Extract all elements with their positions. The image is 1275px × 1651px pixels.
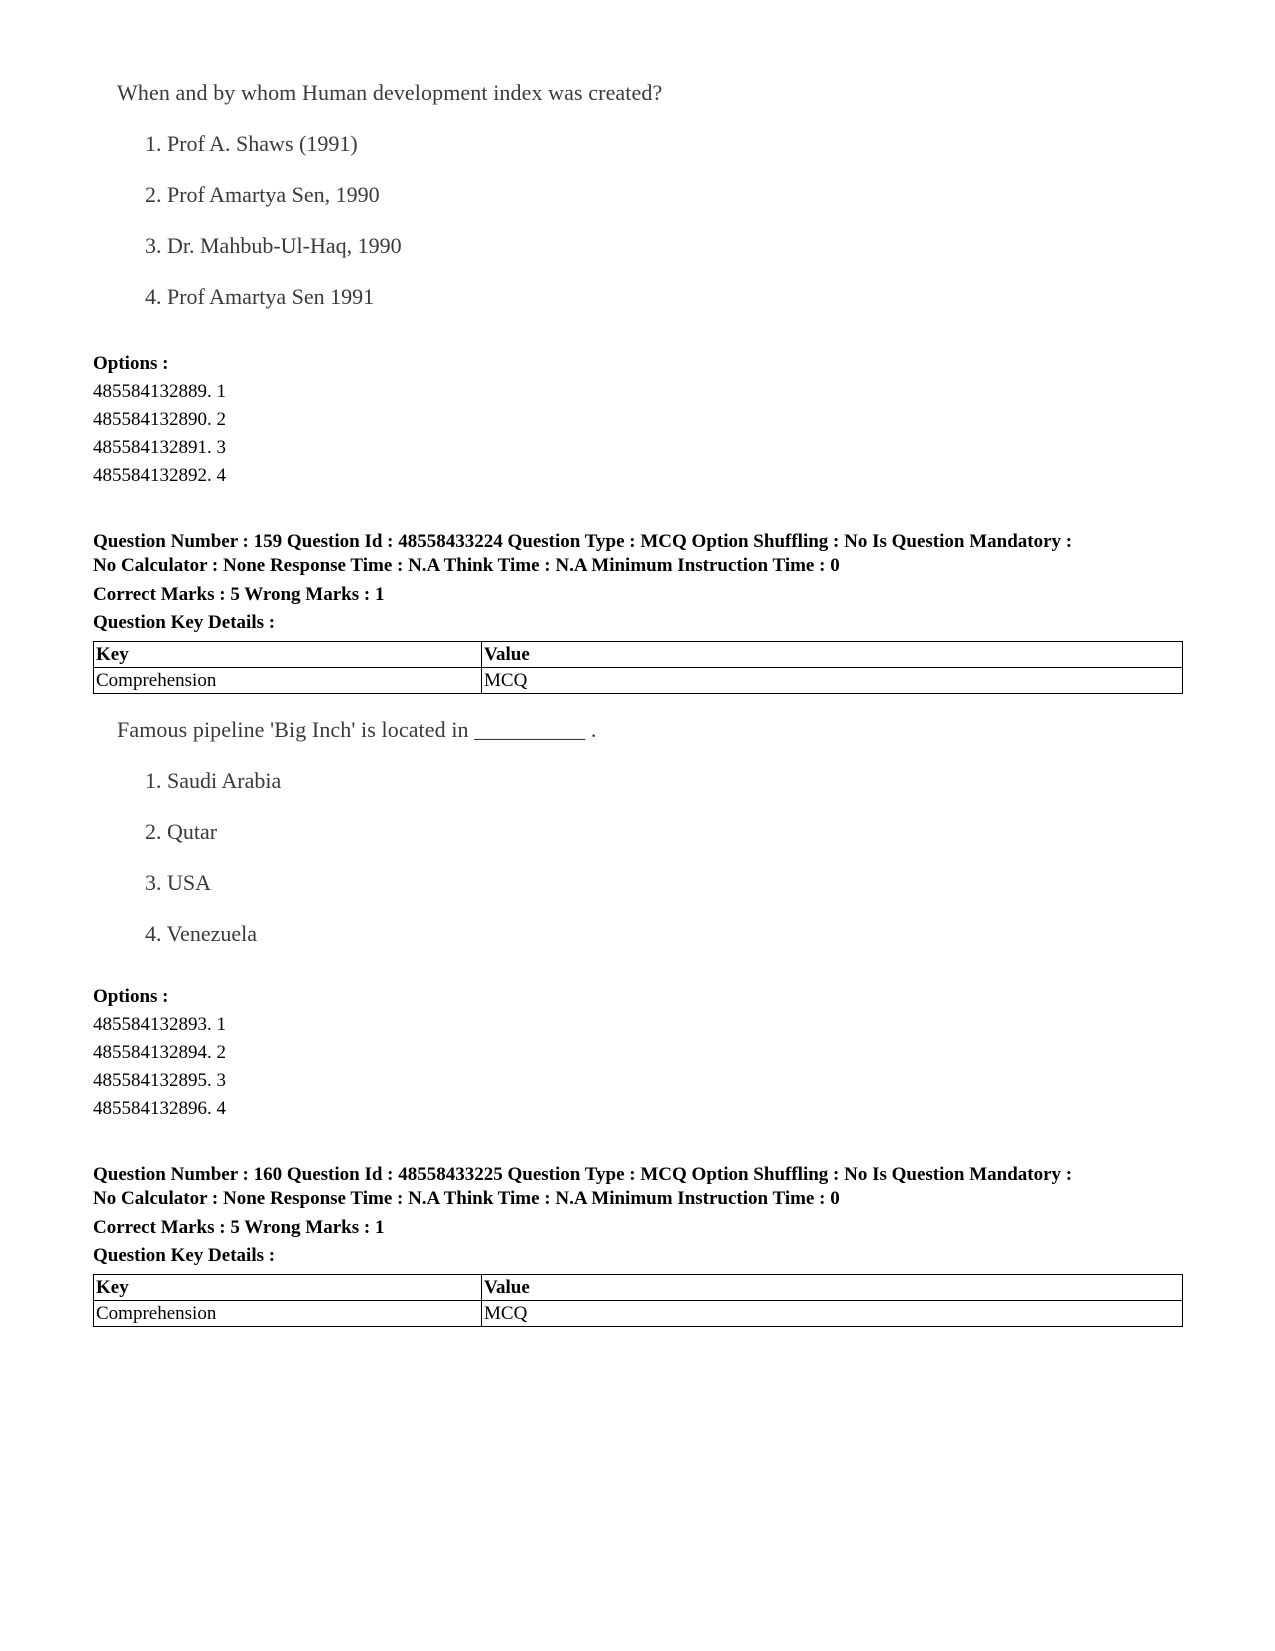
question-160-meta [93, 1163, 1183, 1270]
table-cell-key: Comprehension [94, 1301, 482, 1327]
question-159-options [93, 983, 1183, 1123]
question-160-marks: Correct Marks : 5 Wrong Marks : 1 [93, 1217, 385, 1238]
question-158-options [93, 350, 1183, 490]
question-159-meta-line-1: Question Number : 159 Question Id : 48558433224 Question Type : MCQ Option Shuffling : No Is Question Mandatory : [93, 531, 1073, 552]
question-158-choice-4: 4. Prof Amartya Sen 1991 [145, 284, 375, 309]
table-header-key: Key [94, 1275, 482, 1301]
table-header-value: Value [482, 642, 1183, 668]
option-item: 485584132891. 3 [93, 437, 226, 458]
option-item: 485584132889. 1 [93, 381, 226, 402]
question-158-choice-3: 3. Dr. Mahbub-Ul-Haq, 1990 [145, 233, 402, 258]
question-159-choice-4: 4. Venezuela [145, 921, 257, 946]
table-cell-value: MCQ [482, 668, 1183, 694]
question-160-key-table [93, 1274, 1183, 1327]
table-header-key: Key [94, 642, 482, 668]
question-158-choice-1: 1. Prof A. Shaws (1991) [145, 131, 358, 156]
question-159-choice-1: 1. Saudi Arabia [145, 768, 282, 793]
question-159-choice-3: 3. USA [145, 870, 212, 895]
question-160-meta-line-2: No Calculator : None Response Time : N.A Think Time : N.A Minimum Instruction Time : 0 [93, 1188, 840, 1209]
table-row [94, 668, 1183, 694]
question-160-meta-line-1: Question Number : 160 Question Id : 48558433225 Question Type : MCQ Option Shuffling : No Is Question Mandatory : [93, 1164, 1073, 1185]
question-159-text: Famous pipeline 'Big Inch' is located in __________ . [117, 717, 597, 742]
question-160-key-details-label: Question Key Details : [93, 1245, 276, 1266]
table-cell-value: MCQ [482, 1301, 1183, 1327]
options-label: Options : [93, 986, 169, 1007]
option-item: 485584132893. 1 [93, 1014, 226, 1035]
question-159-meta [93, 530, 1183, 637]
question-158-image [117, 80, 817, 320]
question-159-key-details-label: Question Key Details : [93, 612, 276, 633]
question-159-choice-2: 2. Qutar [145, 819, 218, 844]
option-item: 485584132894. 2 [93, 1042, 226, 1063]
question-159-meta-line-2: No Calculator : None Response Time : N.A Think Time : N.A Minimum Instruction Time : 0 [93, 555, 840, 576]
table-header-row [94, 642, 1183, 668]
question-159-image [117, 717, 817, 957]
question-158-choice-2: 2. Prof Amartya Sen, 1990 [145, 182, 380, 207]
table-row [94, 1301, 1183, 1327]
question-158-text: When and by whom Human development index was created? [117, 80, 663, 105]
question-159-marks: Correct Marks : 5 Wrong Marks : 1 [93, 584, 385, 605]
table-header-value: Value [482, 1275, 1183, 1301]
option-item: 485584132892. 4 [93, 465, 226, 486]
options-label: Options : [93, 353, 169, 374]
table-header-row [94, 1275, 1183, 1301]
table-cell-key: Comprehension [94, 668, 482, 694]
question-159-key-table [93, 641, 1183, 694]
option-item: 485584132896. 4 [93, 1098, 226, 1119]
option-item: 485584132890. 2 [93, 409, 226, 430]
option-item: 485584132895. 3 [93, 1070, 226, 1091]
